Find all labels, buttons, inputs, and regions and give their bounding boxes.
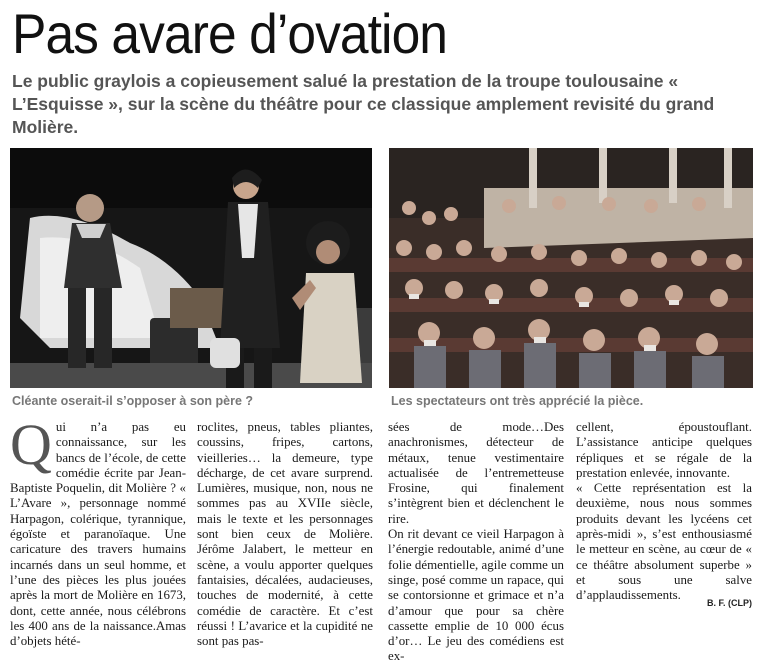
body-text: sées de mode…Des anachronismes, détecteur de métaux, tenue vestimentaire actualisée de l’entremetteuse Frosine, qui finalement s’intègrent bien et déclenchent le rire. — [388, 420, 564, 526]
lead-paragraph: Le public graylois a copieusement salué la prestation de la troupe toulousaine « L’Esquisse », sur la scène du théâtre pour ce classique amplement revisité du grand Molière. — [12, 71, 715, 137]
body-text: cellent, époustouflant. L’assistance anticipe quelques répliques et se régale de la prestation enlevée, innovante. — [576, 420, 752, 480]
stage-photo — [10, 148, 372, 388]
body-text: On rit devant ce vieil Harpagon à l’énergie redoutable, animé d’une folie démentielle, agile comme un singe, posé comme un rapace, qui se contorsionne et grimace et n’a d’amour que pour sa chère cassette emplie de 10 000 écus d’or… Le jeu des comédiens est ex- — [388, 527, 564, 664]
body-text: ui n’a pas eu connaissance, sur les bancs de l’école, de cette comédie écrite par Jean-Baptiste Poquelin, dit Molière ? « L’Avare », personnage nommé Harpagon, colérique, tyrannique, égoïste et paranoïaque. Une caricature des travers humains incarnés dans un seul homme, et l’une des pièces les plus jouées après la mort de Molière en 1673, dont, cette année, nous célébrons les 400 ans de la naissance.Amas d’objets hété- — [10, 420, 186, 649]
body-text: roclites, pneus, tables pliantes, coussins, fripes, cartons, vieilleries… la demeure, type décharge, de cet avare surprend. Lumières, musique, non, nous ne sommes pas au XVIIe siècle, mais le texte et les personnages sont bien ceux de Molière. Jérôme Jalabert, le metteur en scène, a voulu apporter quelques fantaisies, décalées, audacieuses, touches de modernité, à cette comédie de caractère. Et c’est réussi ! L’avarice et la cupidité ne sont pas pas- — [197, 420, 373, 649]
photo-caption: Les spectateurs ont très apprécié la pièce. — [391, 394, 644, 408]
article-column — [10, 412, 186, 649]
article-column — [197, 420, 373, 649]
drop-cap: Q — [10, 412, 52, 477]
author-signature: B. F. (CLP) — [707, 598, 752, 608]
article-column — [388, 420, 564, 664]
body-text: « Cette représentation est la deuxième, nous nous sommes produits devant les lycéens cet après-midi », s’est enthousiasmé le metteur en scène, au cœur de « ce théâtre absolument superbe » et sous une salve d’applaudissements. — [576, 481, 752, 603]
audience-photo — [389, 148, 753, 388]
headline: Pas avare d’ovation — [12, 2, 448, 65]
photo-caption: Cléante oserait-il s’opposer à son père ? — [12, 394, 254, 408]
